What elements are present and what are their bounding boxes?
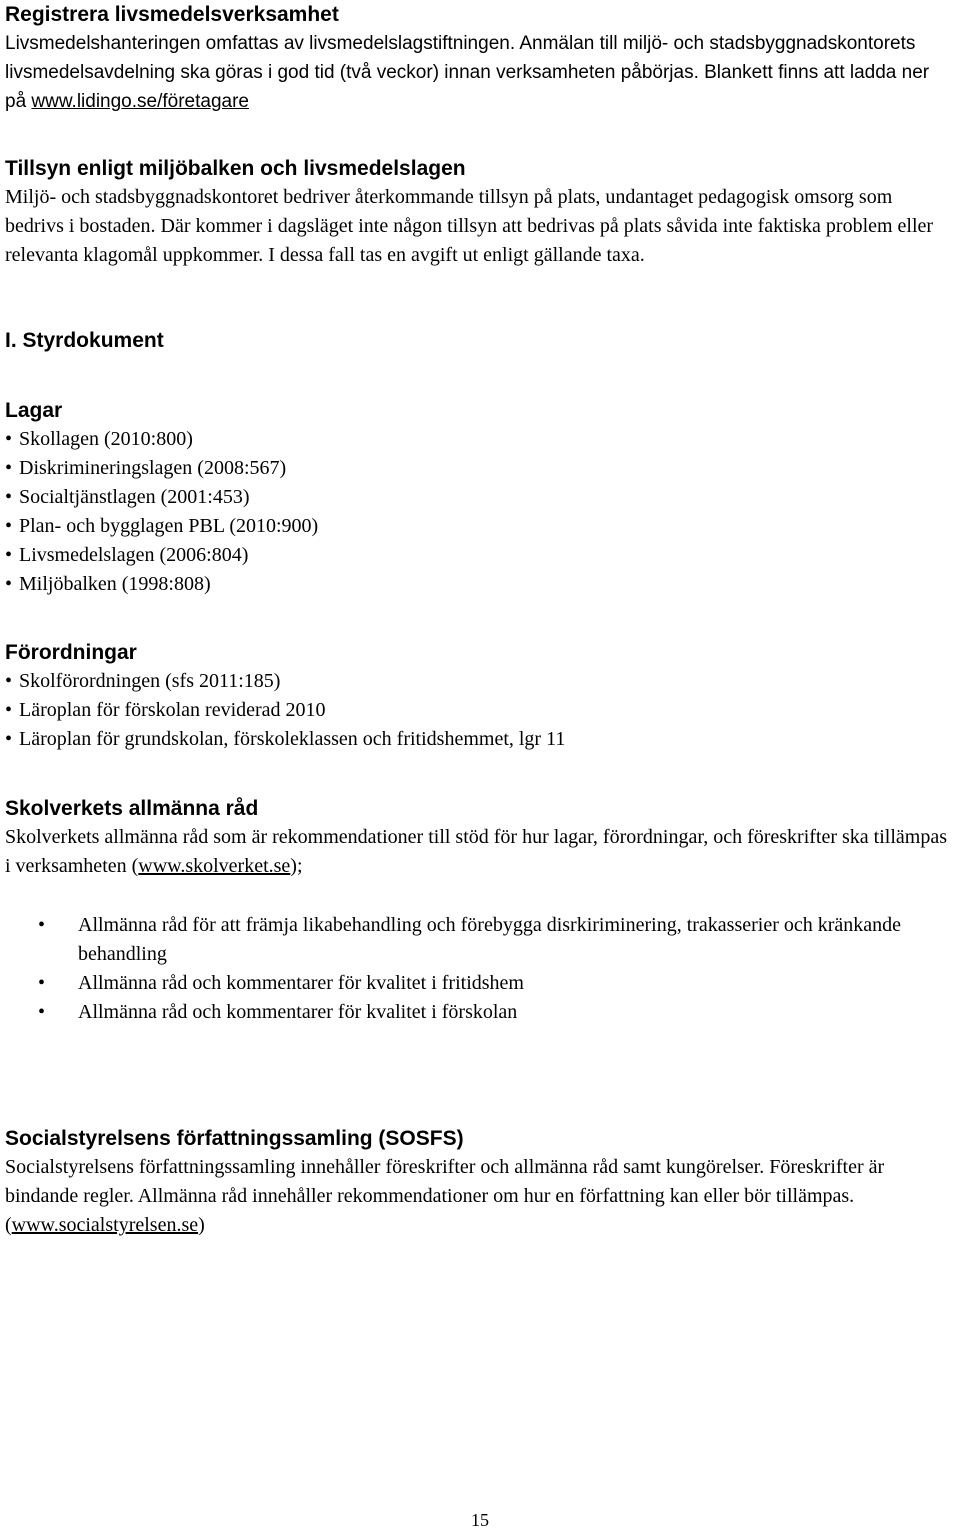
list-item-text: Plan- och bygglagen PBL (2010:900)	[19, 515, 319, 537]
paragraph-registrera	[5, 29, 955, 116]
section-forordningar	[5, 638, 955, 754]
section-lagar	[5, 396, 955, 599]
bullet-icon: •	[5, 573, 13, 595]
heading-sosfs: Socialstyrelsens författningssamling (SOSFS)	[5, 1127, 464, 1150]
registrera-text: Livsmedelshanteringen omfattas av livsmedelslagstiftningen. Anmälan till miljö- och stadsbyggnadskontorets livsmedelsavdelning ska göras i god tid (två veckor) innan verksamheten påbörjas. Blankett finns att ladda ner på	[5, 33, 930, 112]
section-sosfs	[5, 1124, 955, 1240]
skolverket-text: Skolverkets allmänna råd som är rekommendationer till stöd för hur lagar, förordningar, och föreskrifter ska tillämpas i verksamheten (	[5, 826, 948, 877]
bullet-icon: •	[5, 728, 13, 750]
heading-registrera: Registrera livsmedelsverksamhet	[5, 3, 339, 26]
heading-tillsyn: Tillsyn enligt miljöbalken och livsmedelslagen	[5, 157, 466, 180]
list-item	[5, 998, 955, 1027]
bullet-icon: •	[38, 972, 46, 994]
list-item	[5, 425, 955, 454]
bullet-icon: •	[5, 428, 13, 450]
heading-skolverket: Skolverkets allmänna råd	[5, 797, 259, 820]
section-skolverket	[5, 794, 955, 881]
list-item-text: Läroplan för förskolan reviderad 2010	[19, 699, 326, 721]
list-item	[5, 911, 955, 969]
bullet-icon: •	[5, 699, 13, 721]
list-item-text: Diskrimineringslagen (2008:567)	[19, 457, 287, 479]
bullet-icon: •	[5, 486, 13, 508]
list-item	[5, 667, 955, 696]
list-item-text: Miljöbalken (1998:808)	[19, 573, 211, 595]
heading-styrdokument: I. Styrdokument	[5, 329, 164, 352]
list-item	[5, 570, 955, 599]
list-item-text: Skollagen (2010:800)	[19, 428, 193, 450]
heading-lagar: Lagar	[5, 399, 63, 422]
paragraph-tillsyn: Miljö- och stadsbyggnadskontoret bedriver återkommande tillsyn på plats, undantaget pedagogisk omsorg som bedrivs i bostaden. Där kommer i dagsläget inte någon tillsyn att bedrivas på plats såvida inte faktiska problem eller relevanta klagomål uppkommer. I dessa fall tas en avgift ut enligt gällande taxa.	[5, 186, 934, 266]
list-item-text: Livsmedelslagen (2006:804)	[19, 544, 249, 566]
bullet-icon: •	[5, 670, 13, 692]
bullet-icon: •	[38, 1001, 46, 1023]
sosfs-text-end: )	[198, 1214, 205, 1236]
list-item-text: Allmänna råd för att främja likabehandling och förebygga disrkiriminering, trakasserier och kränkande behandling	[78, 914, 902, 965]
link-socialstyrelsen[interactable]: www.socialstyrelsen.se	[11, 1214, 199, 1236]
list-lagar	[5, 425, 955, 599]
list-forordningar	[5, 667, 955, 754]
list-item	[5, 725, 955, 754]
paragraph-skolverket	[5, 823, 955, 881]
list-item	[5, 969, 955, 998]
section-registrera	[5, 0, 955, 116]
link-lidingo[interactable]: www.lidingo.se/företagare	[31, 91, 249, 112]
list-item-text: Socialtjänstlagen (2001:453)	[19, 486, 250, 508]
bullet-icon: •	[5, 544, 13, 566]
list-item	[5, 483, 955, 512]
list-item-text: Läroplan för grundskolan, förskoleklassen och fritidshemmet, lgr 11	[19, 728, 566, 750]
list-item	[5, 541, 955, 570]
bullet-icon: •	[5, 515, 13, 537]
list-item	[5, 512, 955, 541]
list-item	[5, 696, 955, 725]
heading-forordningar: Förordningar	[5, 641, 137, 664]
bullet-icon: •	[38, 914, 46, 936]
sosfs-text: Socialstyrelsens författningssamling innehåller föreskrifter och allmänna råd samt kungörelser. Föreskrifter är bindande regler. Allmänna råd innehåller rekommendationer om hur en författning kan eller bör tillämpas. (	[5, 1156, 885, 1236]
list-item-text: Allmänna råd och kommentarer för kvalitet i förskolan	[78, 1001, 518, 1023]
section-tillsyn	[5, 154, 955, 270]
list-item-text: Skolförordningen (sfs 2011:185)	[19, 670, 281, 692]
list-item	[5, 454, 955, 483]
link-skolverket[interactable]: www.skolverket.se	[138, 855, 291, 877]
list-skolverket-rad	[5, 911, 955, 1027]
page-number: 15	[471, 1510, 489, 1530]
list-item-text: Allmänna råd och kommentarer för kvalitet i fritidshem	[78, 972, 524, 994]
paragraph-sosfs	[5, 1153, 955, 1240]
skolverket-text-end: );	[290, 855, 303, 877]
bullet-icon: •	[5, 457, 13, 479]
